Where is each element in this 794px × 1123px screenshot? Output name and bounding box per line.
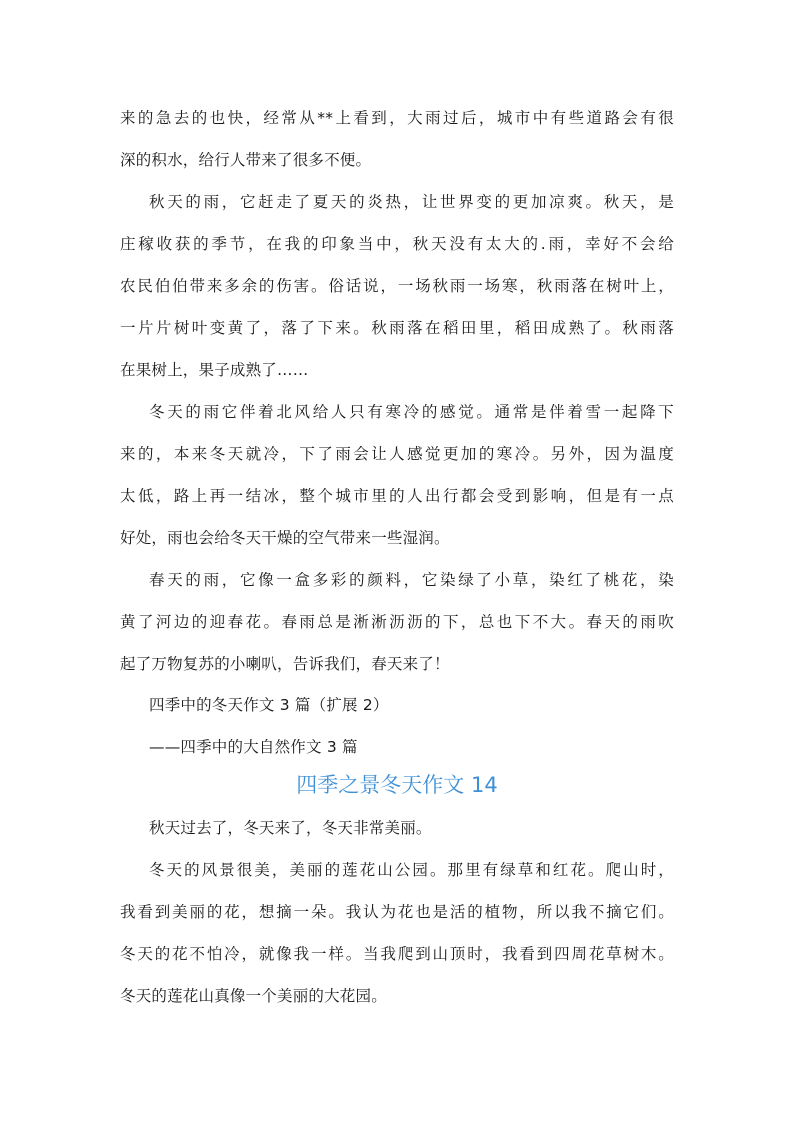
text-line: 我看到美丽的花，想摘一朵。我认为花也是活的植物，所以我不摘它们。 (120, 903, 674, 921)
paragraph-first-line: 秋天过去了，冬天来了，冬天非常美丽。 (149, 819, 432, 837)
text-line: 农民伯伯带来多余的伤害。俗话说，一场秋雨一场寒，秋雨落在树叶上， (120, 277, 674, 295)
text-line: 黄了河边的迎春花。春雨总是淅淅沥沥的下，总也下不大。春天的雨吹 (120, 613, 674, 631)
text-line: 深的积水，给行人带来了很多不便。 (120, 151, 372, 169)
paragraph-first-line: 秋天的雨，它赶走了夏天的炎热，让世界变的更加凉爽。秋天，是 (149, 193, 674, 211)
text-line: 庄稼收获的季节，在我的印象当中，秋天没有太大的.雨，幸好不会给 (120, 235, 674, 253)
text-line: 冬天的莲花山真像一个美丽的大花园。 (120, 987, 387, 1005)
text-line: 起了万物复苏的小喇叭，告诉我们，春天来了！ (120, 655, 450, 673)
paragraph-first-line: 冬天的雨它伴着北风给人只有寒冷的感觉。通常是伴着雪一起降下 (149, 403, 674, 421)
text-line: 好处，雨也会给冬天干燥的空气带来一些湿润。 (120, 529, 450, 547)
text-line: 来的急去的也快，经常从**上看到，大雨过后，城市中有些道路会有很 (120, 109, 674, 127)
text-line: 太低，路上再一结冰，整个城市里的人出行都会受到影响，但是有一点 (120, 487, 674, 505)
text-line: 冬天的花不怕冷，就像我一样。当我爬到山顶时，我看到四周花草树木。 (120, 945, 674, 963)
essay-title-line: 四季中的冬天作文 3 篇（扩展 2） (149, 696, 389, 714)
text-line: 来的，本来冬天就冷，下了雨会让人感觉更加的寒冷。另外，因为温度 (120, 445, 674, 463)
paragraph-first-line: 冬天的风景很美，美丽的莲花山公园。那里有绿草和红花。爬山时， (149, 861, 674, 879)
paragraph-first-line: 春天的雨，它像一盒多彩的颜料，它染绿了小草，染红了桃花，染 (149, 571, 674, 589)
essay-subtitle-line: ——四季中的大自然作文 3 篇 (149, 738, 358, 756)
text-line: 一片片树叶变黄了，落了下来。秋雨落在稻田里，稻田成熟了。秋雨落 (120, 319, 674, 337)
section-heading: 四季之景冬天作文 14 (296, 773, 498, 797)
text-line: 在果树上，果子成熟了…… (120, 361, 309, 379)
